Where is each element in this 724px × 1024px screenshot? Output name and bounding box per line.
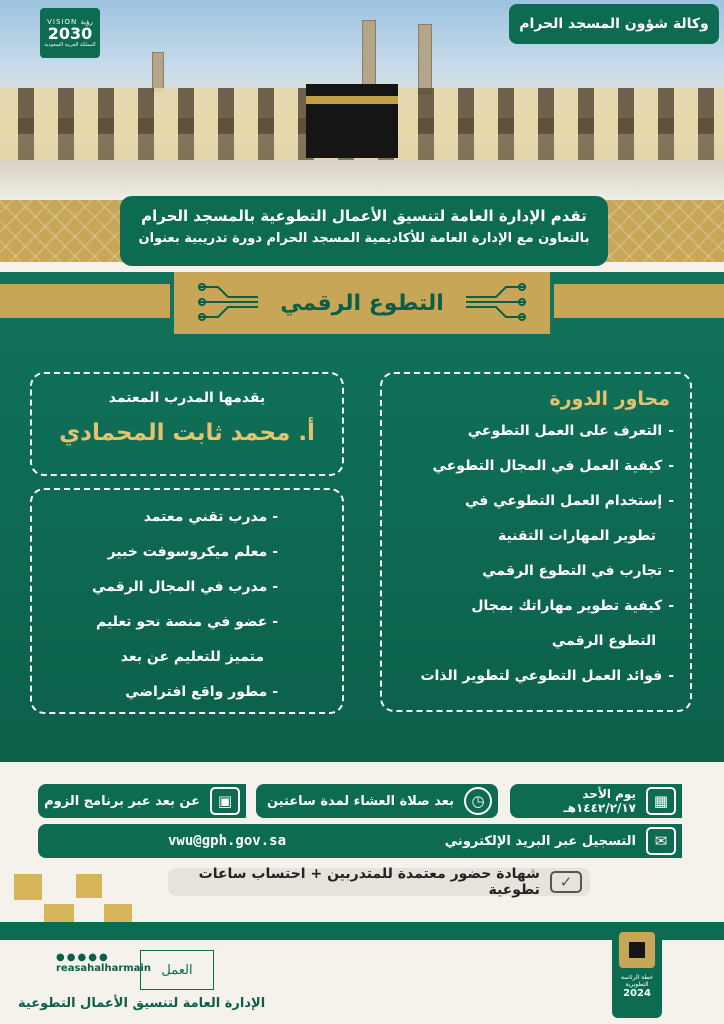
axes-heading: محاور الدورة	[549, 388, 670, 410]
qualification-text: مدرب في المجال الرقمي	[92, 579, 268, 595]
certificate-text: شهادة حضور معتمدة للمتدربين + احتساب ساعات تطوعية	[198, 866, 540, 898]
trainer-name: أ. محمد ثابت المحمادي	[59, 420, 315, 446]
email-lock-icon: ✉	[646, 827, 676, 855]
course-axes-box	[380, 372, 692, 712]
decor-square	[14, 874, 42, 900]
list-item	[392, 597, 674, 615]
bullet-dash: -	[668, 423, 674, 439]
vision-sub: المملكة العربية السعودية	[44, 42, 96, 48]
list-item	[392, 527, 674, 545]
axis-text: إستخدام العمل التطوعي في	[464, 493, 663, 509]
time-pill	[256, 784, 498, 818]
circuit-left-icon	[198, 279, 258, 325]
mode-text: عن بعد عبر برنامج الزوم	[44, 793, 200, 809]
clock-icon: ◷	[464, 787, 492, 815]
social-block	[56, 952, 151, 992]
axis-text: التطوع الرقمي	[551, 633, 656, 649]
plan-label: خطة الرئاسة التطويرية	[620, 974, 654, 988]
email-link[interactable]: vwu@gph.gov.sa	[168, 833, 287, 849]
clock-tower	[362, 20, 376, 90]
axis-text: كيفية تطوير مهاراتك بمجال	[471, 598, 663, 614]
decor-square	[76, 874, 102, 898]
qualification-text: مطور واقع افتراضي	[125, 684, 268, 700]
list-item	[32, 578, 278, 596]
certificate-icon: ✓	[550, 871, 582, 893]
twitter-icon[interactable]: ●	[56, 952, 67, 963]
registration-label: التسجيل عبر البريد الإلكتروني	[444, 833, 636, 849]
date-text	[564, 787, 636, 815]
vision-label: VISION رؤية	[47, 18, 93, 26]
list-item	[32, 683, 278, 701]
facebook-icon[interactable]: ●	[66, 952, 78, 963]
org-name: الإدارة العامة لتنسيق الأعمال التطوعية	[18, 996, 266, 1011]
minaret	[418, 24, 432, 94]
list-item	[392, 457, 674, 475]
qualification-text: مدرب تقني معتمد	[143, 509, 268, 525]
list-item	[32, 508, 278, 526]
list-item	[392, 422, 674, 440]
minaret	[152, 52, 164, 92]
plan-year: 2024	[623, 988, 651, 999]
intro-line-2: بالتعاون مع الإدارة العامة للأكاديمية المسجد الحرام دورة تدريبية بعنوان	[138, 231, 590, 246]
date-pill	[510, 784, 682, 818]
list-item	[392, 632, 674, 650]
bullet-dash: -	[272, 614, 278, 630]
registration-pill	[38, 824, 682, 858]
youtube-icon[interactable]: ●	[88, 952, 99, 963]
title-strip-left	[0, 284, 170, 318]
qualification-text: عضو في منصة نحو تعليم	[95, 614, 268, 630]
kaaba-icon	[619, 932, 655, 968]
qualifications-box	[30, 488, 344, 714]
bullet-dash: -	[668, 668, 674, 684]
list-item	[392, 492, 674, 510]
vision-year: 2030	[47, 24, 93, 43]
bullet-dash: -	[272, 684, 278, 700]
vision-2030-logo	[40, 8, 100, 58]
bullet-dash: -	[668, 598, 674, 614]
qualifications-list	[32, 508, 278, 701]
axis-text: تجارب في التطوع الرقمي	[482, 563, 663, 579]
trainer-intro: يقدمها المدرب المعتمد	[108, 390, 266, 406]
list-item	[392, 667, 674, 685]
axis-text: كيفية العمل في المجال التطوعي	[432, 458, 663, 474]
bullet-dash: -	[272, 509, 278, 525]
list-item	[392, 562, 674, 580]
instagram-icon[interactable]: ●	[77, 952, 89, 963]
intro-line-1: تقدم الإدارة العامة لتنسيق الأعمال التطوعية بالمسجد الحرام	[141, 207, 587, 225]
qualification-text: متميز للتعليم عن بعد	[120, 649, 264, 665]
intro-box	[120, 196, 608, 266]
development-plan-logo	[612, 926, 662, 1018]
axis-text: التعرف على العمل التطوعي	[467, 423, 663, 439]
courtyard-floor	[0, 160, 724, 200]
kaaba-band	[306, 96, 398, 104]
bullet-dash: -	[668, 458, 674, 474]
list-item	[32, 543, 278, 561]
course-title: التطوع الرقمي	[170, 272, 554, 334]
axis-text: تطوير المهارات التقنية	[497, 528, 656, 544]
time-text: بعد صلاة العشاء لمدة ساعتين	[266, 793, 454, 809]
trainer-box	[30, 372, 344, 476]
bullet-dash: -	[668, 493, 674, 509]
bullet-dash: -	[272, 579, 278, 595]
axis-text: فوائد العمل التطوعي لتطوير الذات	[420, 668, 663, 684]
hijri-date: ١٤٤٢/٢/١٧هـ	[563, 801, 636, 815]
calendar-icon: ▦	[646, 787, 676, 815]
day-text: يوم الأحد	[582, 787, 636, 801]
qualification-text: معلم ميكروسوفت خبير	[107, 544, 268, 560]
agency-badge: وكالة شؤون المسجد الحرام	[509, 4, 719, 44]
title-strip-right	[554, 284, 724, 318]
social-icons	[56, 952, 136, 963]
zoom-pill	[38, 784, 246, 818]
video-meeting-icon: ▣	[210, 787, 240, 815]
registration-label-wrap	[445, 827, 676, 855]
circuit-right-icon	[466, 279, 526, 325]
list-item	[32, 648, 278, 666]
axes-list	[392, 422, 674, 685]
certificate-pill	[168, 868, 590, 896]
calligraphy-logo: العمل	[140, 950, 214, 990]
list-item	[32, 613, 278, 631]
bullet-dash: -	[272, 544, 278, 560]
snapchat-icon[interactable]: ●	[98, 952, 110, 963]
bullet-dash: -	[668, 563, 674, 579]
social-handle[interactable]: reasahalharmain	[56, 963, 151, 974]
